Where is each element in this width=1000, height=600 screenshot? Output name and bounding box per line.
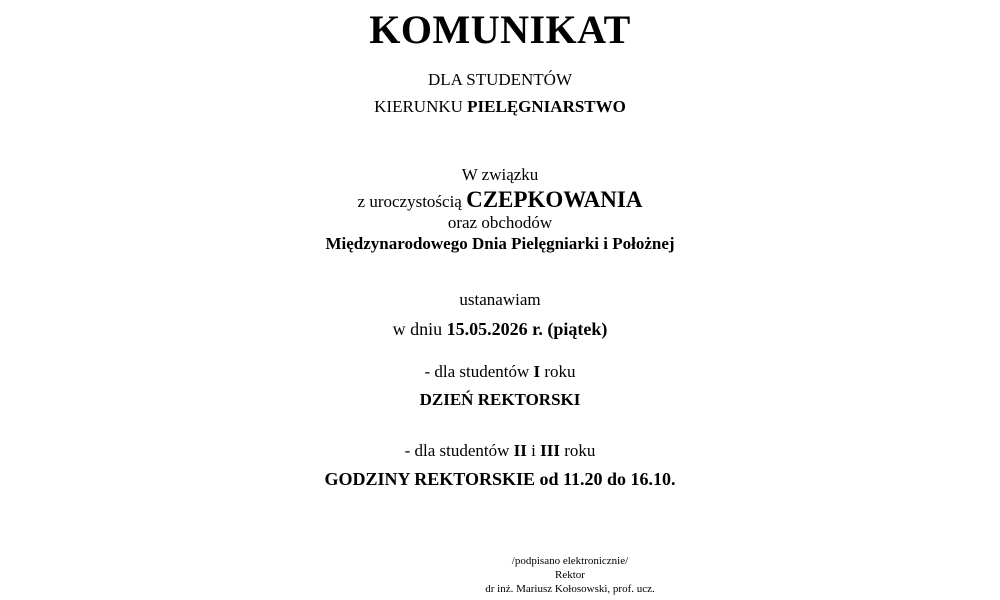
ceremony-name: CZEPKOWANIA	[466, 187, 643, 212]
audience-line: DLA STUDENTÓW	[427, 70, 572, 89]
group1-line	[0, 363, 1000, 380]
celebration-name: Międzynarodowego Dnia Pielęgniarki i Położnej	[325, 234, 675, 253]
group2-year1: II	[513, 441, 527, 460]
date-prefix: w dniu	[392, 319, 447, 339]
group2-line	[0, 442, 1000, 459]
ceremony-prefix: z uroczystością	[357, 192, 467, 211]
decree-line: ustanawiam	[459, 290, 541, 309]
signature-note: /podpisano elektronicznie/	[511, 555, 629, 567]
intro-line: W związku	[461, 165, 539, 184]
group2-year2: III	[540, 441, 560, 460]
date-value: 15.05.2026 r. (piątek)	[446, 319, 608, 339]
group1-prefix: - dla studentów	[424, 362, 534, 381]
group1-suffix: roku	[540, 362, 576, 381]
group2-result: GODZINY REKTORSKIE od 11.20 do 16.10.	[324, 469, 676, 489]
field-prefix: KIERUNKU	[374, 97, 468, 116]
ceremony-line	[0, 188, 1000, 211]
date-line	[0, 320, 1000, 338]
group2-prefix: - dla studentów	[404, 441, 514, 460]
group2-mid: i	[526, 441, 541, 460]
signature-role: Rektor	[555, 569, 585, 581]
field-name: PIELĘGNIARSTWO	[467, 97, 626, 116]
group2-suffix: roku	[559, 441, 596, 460]
group1-result: DZIEŃ REKTORSKI	[419, 390, 581, 409]
celebration-line: oraz obchodów	[447, 213, 553, 232]
field-of-study-line	[0, 98, 1000, 115]
signature-name: dr inż. Mariusz Kołosowski, prof. ucz.	[485, 583, 655, 595]
group1-year: I	[533, 362, 541, 381]
document-title: KOMUNIKAT	[369, 7, 631, 52]
